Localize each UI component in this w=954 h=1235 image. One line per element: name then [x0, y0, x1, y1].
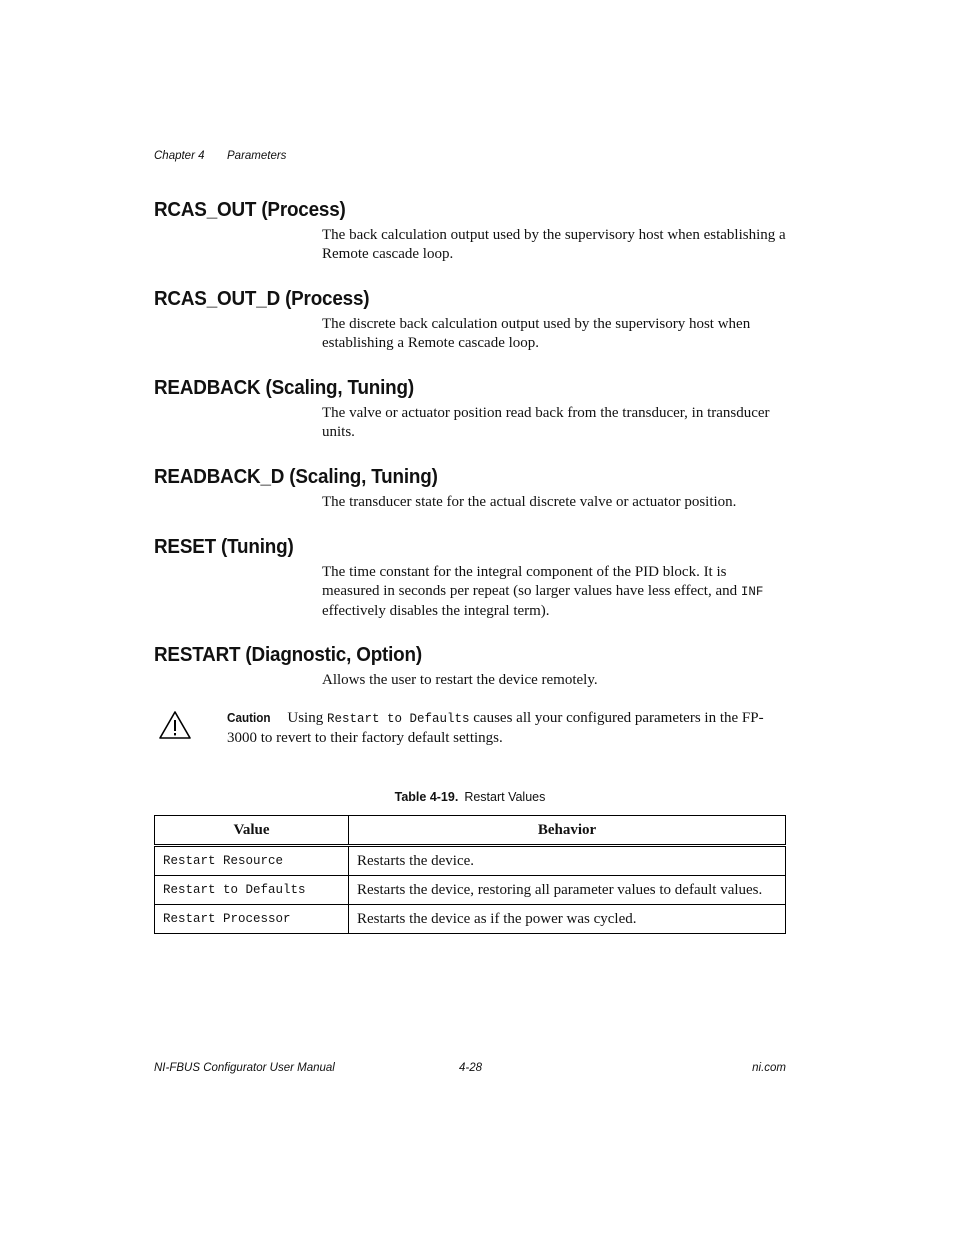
table-caption-title: Restart Values — [464, 790, 546, 804]
section-heading: RESET (Tuning) — [154, 535, 294, 558]
section-heading: READBACK_D (Scaling, Tuning) — [154, 465, 438, 488]
section-label: Parameters — [227, 150, 287, 162]
restart-values-table — [154, 815, 786, 934]
value-cell: Restart to Defaults — [155, 876, 349, 905]
section-body: The valve or actuator position read back from the transducer, in transducer units. — [322, 405, 770, 440]
warning-triangle-icon — [158, 710, 192, 740]
footer-manual-title: NI-FBUS Configurator User Manual — [154, 1062, 335, 1074]
behavior-cell: Restarts the device. — [349, 846, 786, 876]
table-row — [155, 876, 786, 905]
column-header-value: Value — [155, 816, 349, 846]
table-caption-label: Table 4-19. — [394, 790, 459, 804]
section-rcas-out — [154, 198, 786, 264]
body-text: effectively disables the integral term). — [322, 603, 550, 619]
section-readback — [154, 376, 786, 442]
footer-page-number: 4-28 — [459, 1062, 483, 1074]
running-header — [154, 150, 286, 162]
section-heading: RCAS_OUT_D (Process) — [154, 287, 370, 310]
section-body — [322, 563, 786, 621]
table-row — [155, 846, 786, 876]
section-heading: READBACK (Scaling, Tuning) — [154, 376, 414, 399]
table-row — [155, 905, 786, 934]
section-body: The back calculation output used by the supervisory host when establishing a Remote cascade loop. — [322, 227, 786, 262]
value-cell: Restart Processor — [155, 905, 349, 934]
section-body: The transducer state for the actual discrete valve or actuator position. — [322, 494, 737, 510]
caution-text-before: Using — [287, 710, 327, 726]
caution-text — [227, 708, 786, 748]
section-body: The discrete back calculation output used by the supervisory host when establishing a Remote cascade loop. — [322, 316, 751, 351]
section-readback-d — [154, 465, 786, 512]
chapter-label: Chapter 4 — [154, 150, 205, 162]
inf-code: INF — [740, 585, 764, 599]
caution-label: Caution — [227, 710, 271, 725]
section-body: Allows the user to restart the device remotely. — [322, 672, 598, 688]
caution-text-after: causes all your configured parameters in the FP-3000 to revert to their factory default settings. — [227, 710, 764, 746]
body-text: The time constant for the integral component of the PID block. It is measured in seconds per repeat (so larger values have less effect, and — [322, 564, 741, 599]
value-cell: Restart Resource — [155, 846, 349, 876]
caution-code: Restart to Defaults — [326, 712, 470, 726]
section-heading: RESTART (Diagnostic, Option) — [154, 643, 422, 666]
behavior-cell: Restarts the device, restoring all parameter values to default values. — [349, 876, 786, 905]
footer-website: ni.com — [752, 1062, 786, 1074]
caution-note — [154, 708, 786, 748]
section-restart — [154, 643, 786, 690]
column-header-behavior: Behavior — [349, 816, 786, 846]
table-header-row — [155, 816, 786, 846]
section-heading: RCAS_OUT (Process) — [154, 198, 346, 221]
section-rcas-out-d — [154, 287, 786, 353]
table-caption — [154, 790, 786, 804]
section-reset — [154, 535, 786, 621]
behavior-cell: Restarts the device as if the power was cycled. — [349, 905, 786, 934]
